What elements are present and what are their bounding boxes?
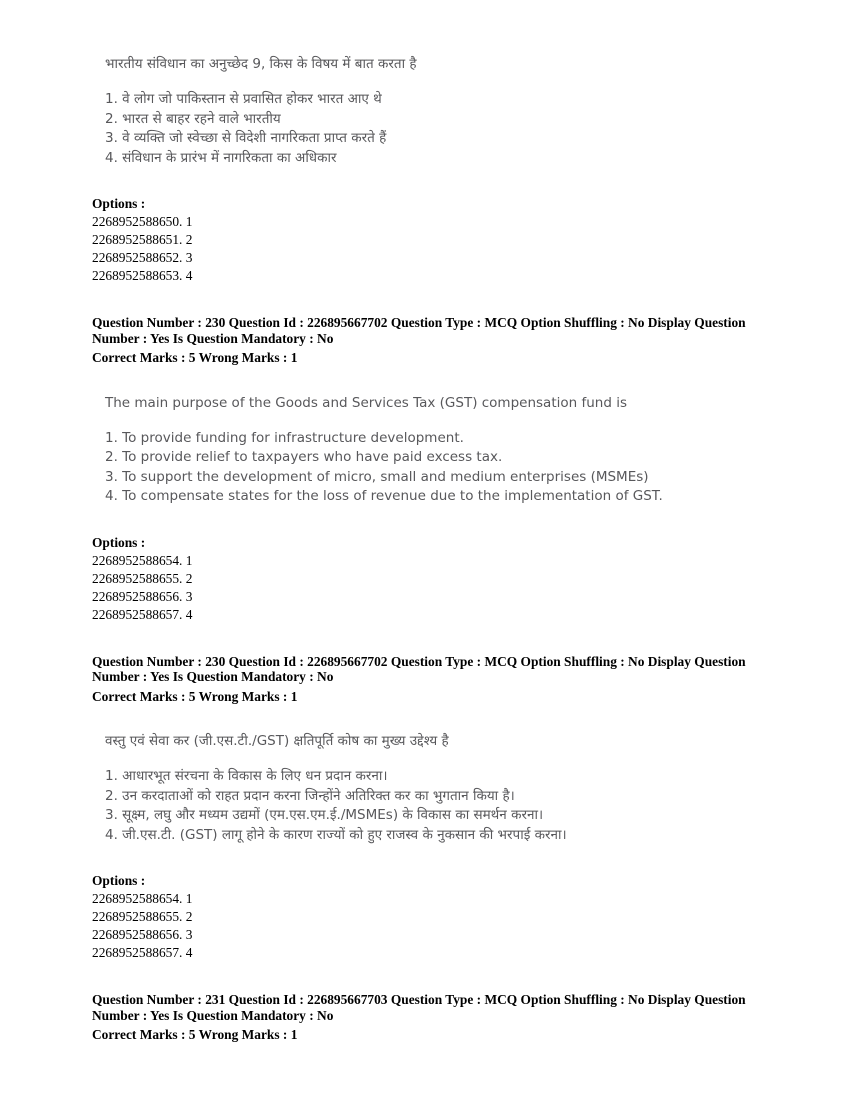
- question-meta-line: Question Number : 230 Question Id : 226895667702 Question Type : MCQ Option Shuffling : No Display Question Number : Yes Is Question Mandatory : No: [92, 653, 746, 684]
- option-id-row: 2268952588656. 3: [92, 927, 193, 942]
- question-meta-block-3: [92, 992, 790, 1043]
- options-id-block-1: [92, 195, 790, 285]
- options-heading: Options :: [92, 534, 146, 550]
- option-id-row: 2268952588655. 2: [92, 570, 193, 586]
- question-option-3: 3. सूक्ष्म, लघु और मध्यम उद्यमों (एम.एस.एम.ई./MSMEs) के विकास का समर्थन करना।: [105, 807, 544, 823]
- question-block-hindi-article9: [105, 56, 790, 168]
- question-option-3: 3. To support the development of micro, small and medium enterprises (MSMEs): [105, 468, 649, 485]
- question-option-4: 4. जी.एस.टी. (GST) लागू होने के कारण राज्यों को हुए राजस्व के नुकसान की भरपाई करना।: [105, 826, 567, 843]
- question-option-2: 2. भारत से बाहर रहने वाले भारतीय: [105, 110, 281, 127]
- options-heading: Options :: [92, 196, 146, 211]
- options-heading: Options :: [92, 873, 146, 888]
- question-text: वस्तु एवं सेवा कर (जी.एस.टी./GST) क्षतिपूर्ति कोष का मुख्य उद्देश्य है: [105, 733, 449, 749]
- question-option-1: 1. To provide funding for infrastructure development.: [105, 429, 464, 446]
- question-meta-line: Question Number : 230 Question Id : 226895667702 Question Type : MCQ Option Shuffling : No Display Question Number : Yes Is Question Mandatory : No: [92, 315, 746, 346]
- question-text: The main purpose of the Goods and Services Tax (GST) compensation fund is: [105, 394, 627, 411]
- option-id-row: 2268952588656. 3: [92, 588, 193, 604]
- question-option-3: 3. वे व्यक्ति जो स्वेच्छा से विदेशी नागरिकता प्राप्त करते हैं: [105, 130, 387, 146]
- option-id-row: 2268952588657. 4: [92, 606, 193, 622]
- option-id-row: 2268952588653. 4: [92, 268, 193, 283]
- options-id-block-3: [92, 872, 790, 962]
- option-id-row: 2268952588652. 3: [92, 250, 193, 265]
- option-id-row: 2268952588654. 1: [92, 891, 193, 906]
- question-meta-line: Question Number : 231 Question Id : 226895667703 Question Type : MCQ Option Shuffling : No Display Question Number : Yes Is Question Mandatory : No: [92, 992, 746, 1023]
- option-id-row: 2268952588654. 1: [92, 552, 193, 568]
- question-option-2: 2. उन करदाताओं को राहत प्रदान करना जिन्होंने अतिरिक्त कर का भुगतान किया है।: [105, 787, 515, 804]
- marks-meta-line: Correct Marks : 5 Wrong Marks : 1: [92, 688, 298, 704]
- marks-meta-line: Correct Marks : 5 Wrong Marks : 1: [92, 1027, 298, 1042]
- option-id-row: 2268952588651. 2: [92, 232, 193, 247]
- question-meta-block-1: [92, 315, 790, 366]
- question-meta-block-2: [92, 654, 790, 705]
- option-id-row: 2268952588650. 1: [92, 214, 193, 229]
- marks-meta-line: Correct Marks : 5 Wrong Marks : 1: [92, 350, 298, 365]
- question-block-english-gst: [105, 395, 790, 507]
- question-option-1: 1. आधारभूत संरचना के विकास के लिए धन प्रदान करना।: [105, 768, 388, 784]
- question-text: भारतीय संविधान का अनुच्छेद 9, किस के विषय में बात करता है: [105, 56, 417, 72]
- question-option-4: 4. To compensate states for the loss of revenue due to the implementation of GST.: [105, 488, 663, 504]
- question-block-hindi-gst: [105, 733, 790, 845]
- options-id-block-2: [92, 534, 790, 624]
- question-option-4: 4. संविधान के प्रारंभ में नागरिकता का अधिकार: [105, 149, 337, 166]
- option-id-row: 2268952588655. 2: [92, 909, 193, 924]
- option-id-row: 2268952588657. 4: [92, 945, 193, 960]
- question-option-1: 1. वे लोग जो पाकिस्तान से प्रवासित होकर भारत आए थे: [105, 91, 382, 107]
- question-option-2: 2. To provide relief to taxpayers who have paid excess tax.: [105, 449, 503, 465]
